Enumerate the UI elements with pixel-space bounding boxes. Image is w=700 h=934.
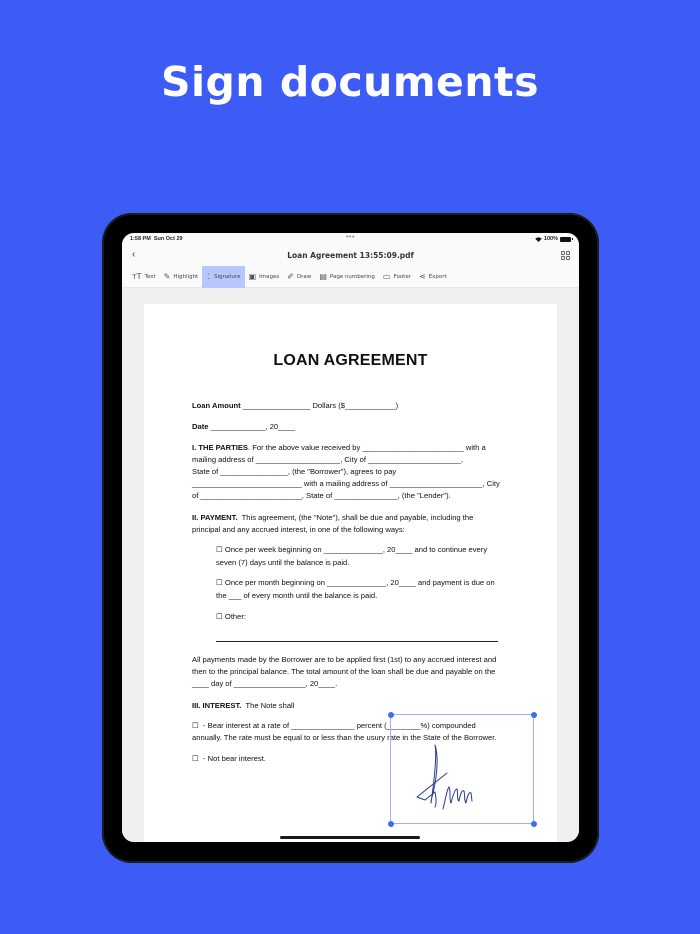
tool-page-numbering[interactable]	[315, 266, 379, 288]
signature-ink	[391, 715, 535, 825]
headline: Sign documents	[160, 58, 540, 106]
doc-heading: LOAN AGREEMENT	[273, 352, 428, 369]
tool-text[interactable]	[128, 266, 160, 288]
home-indicator[interactable]	[280, 836, 420, 839]
parties-line-5: of ________________________, State of _______________, (the "Lender").	[192, 491, 451, 500]
loan-amount-blank[interactable]: ________________ Dollars ($____________)	[240, 401, 399, 410]
date-blank[interactable]: _____________, 20____	[208, 422, 296, 431]
battery-icon	[560, 237, 571, 242]
footer-icon: ▭	[382, 271, 391, 281]
payment-option-other[interactable]: ☐ Other:	[216, 612, 247, 621]
application-line-1: All payments made by the Borrower are to be applied first (1st) to any accrued interest and	[192, 655, 497, 664]
tablet-frame	[102, 213, 599, 863]
tool-label: Page numbering	[329, 273, 375, 280]
payment-option-weekly-cont: seven (7) days until the balance is paid.	[216, 558, 350, 567]
interest-option-bear[interactable]: ☐ - Bear interest at a rate of _______________ percent (________%) compounded	[192, 721, 476, 730]
payment-option-monthly[interactable]: ☐ Once per month beginning on ______________, 20____ and payment is due on	[216, 578, 495, 587]
tool-label: Highlight	[173, 273, 199, 280]
pdf-page[interactable]	[144, 304, 557, 842]
interest-option-bear-cont: annually. The rate must be equal to or less than the usury rate in the State of the Borrower.	[192, 733, 497, 742]
tool-draw[interactable]	[283, 266, 315, 288]
tool-label: Signature	[214, 273, 241, 280]
signature-icon: ⍘	[206, 271, 212, 281]
parties-heading: I. THE PARTIES	[192, 443, 248, 452]
loan-amount-label: Loan Amount	[192, 401, 241, 410]
tool-highlight[interactable]	[160, 266, 203, 288]
payment-heading: II. PAYMENT.	[192, 513, 238, 522]
parties-line-2: mailing address of ____________________, City of ______________________,	[192, 455, 464, 464]
battery-percent: 100%	[543, 236, 558, 242]
loan-amount-line	[192, 400, 398, 412]
text-size-icon: ᴛT	[132, 271, 142, 281]
tool-images[interactable]	[245, 266, 284, 288]
interest-heading: III. INTEREST.	[192, 701, 242, 710]
parties-line-1	[192, 442, 486, 454]
payment-option-weekly[interactable]: ☐ Once per week beginning on ______________, 20____ and to continue every	[216, 545, 488, 554]
tool-label: Export	[428, 273, 447, 280]
resize-handle-top-left[interactable]	[388, 712, 394, 718]
application-line-2: then to the principal balance. The total amount of the loan shall be due and payable on the	[192, 667, 496, 676]
time-text: 1:58 PM	[130, 236, 151, 242]
edit-toolbar	[122, 266, 579, 288]
payment-option-monthly-cont: the ___ of every month until the balance is paid.	[216, 591, 378, 600]
nav-bar	[122, 246, 579, 266]
image-icon: ▣	[248, 271, 257, 281]
tool-signature[interactable]	[202, 266, 244, 288]
multitasking-dots[interactable]: •••	[346, 234, 355, 241]
payment-line-2: principal and any accrued interest, in one of the following ways:	[192, 525, 405, 534]
resize-handle-bottom-left[interactable]	[388, 821, 394, 827]
resize-handle-bottom-right[interactable]	[531, 821, 537, 827]
tool-label: Draw	[296, 273, 312, 280]
back-button[interactable]: ‹	[132, 249, 136, 260]
parties-text: . For the above value received by ________________________ with a	[247, 443, 486, 452]
payment-line-1	[192, 512, 473, 524]
resize-handle-top-right[interactable]	[531, 712, 537, 718]
document-viewport[interactable]	[122, 289, 579, 842]
date-text: Sun Oct 29	[153, 236, 183, 242]
tool-label: Images	[259, 273, 280, 280]
parties-line-3: State of ________________, (the "Borrower"), agrees to pay	[192, 467, 397, 476]
application-line-3: ____ day of _________________, 20____.	[192, 679, 338, 688]
interest-text: The Note shall	[241, 701, 295, 710]
parties-line-4: __________________________ with a mailing address of ______________________, City	[192, 479, 500, 488]
tool-footer[interactable]	[379, 266, 415, 288]
payment-text: This agreement, (the "Note"), shall be due and payable, including the	[237, 513, 474, 522]
draw-icon: ✐	[287, 271, 294, 281]
signature-annotation[interactable]	[390, 714, 534, 824]
share-icon: ⋖	[418, 271, 426, 281]
page-number-icon: ▤	[319, 271, 327, 281]
interest-line	[192, 700, 294, 712]
status-bar	[122, 233, 579, 246]
status-right	[535, 236, 571, 242]
tool-label: Text	[144, 273, 156, 280]
app-screen	[122, 233, 579, 842]
tool-export[interactable]	[415, 266, 451, 288]
date-label: Date	[192, 422, 209, 431]
highlighter-icon: ✎	[163, 271, 171, 281]
interest-option-none[interactable]: ☐ - Not bear interest.	[192, 754, 266, 763]
wifi-icon	[535, 237, 542, 242]
grid-icon[interactable]	[561, 251, 570, 260]
date-line	[192, 421, 295, 433]
status-time	[130, 236, 183, 242]
other-blank-line	[216, 641, 498, 642]
tool-label: Footer	[393, 273, 411, 280]
document-title: Loan Agreement 13:55:09.pdf	[287, 251, 414, 260]
